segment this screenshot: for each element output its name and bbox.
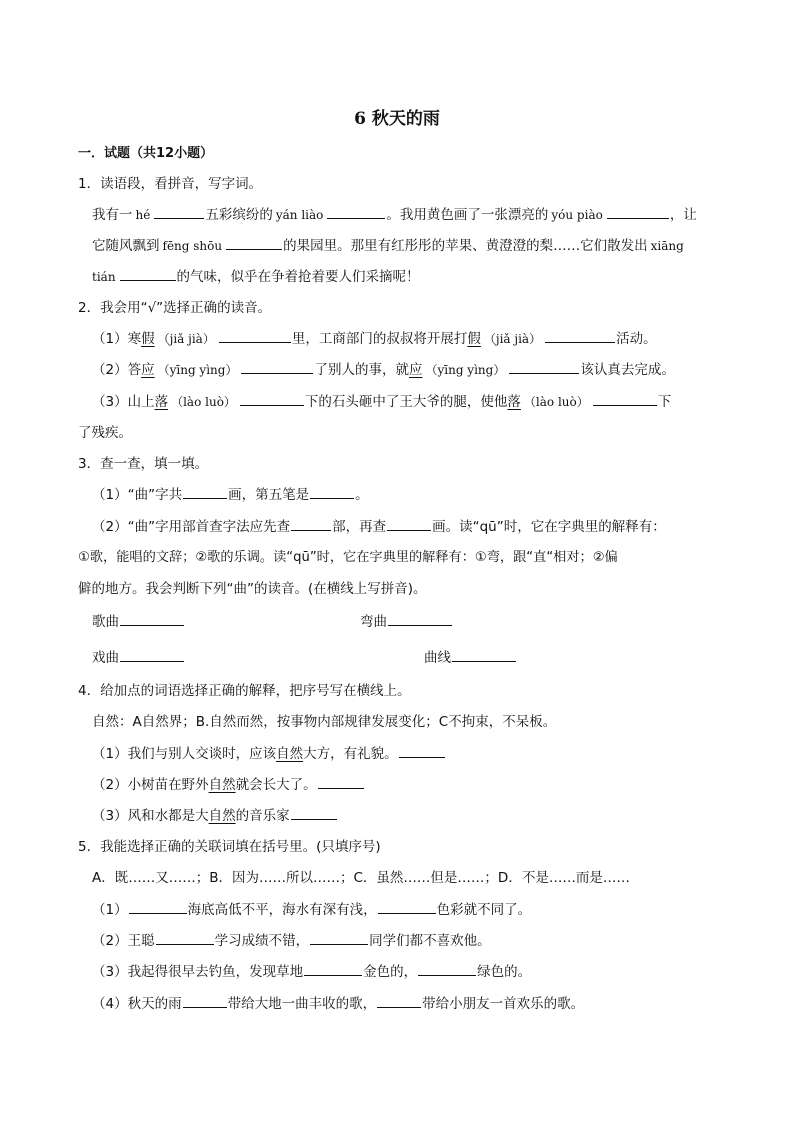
answer-blank[interactable] [378,901,436,914]
answer-blank[interactable] [388,613,452,626]
pinyin: yóu piào [551,208,603,222]
text: 带给小朋友一首欢乐的歌。 [422,996,585,1012]
text: 该认真去完成。 [580,362,675,378]
text: 金色的， [363,964,418,980]
text: 的音乐家 [235,808,290,824]
marked-word: 自然 [208,777,236,793]
text: （2）答 [92,362,142,378]
text: 它随风飘到 [92,238,160,254]
pinyin: tián [92,270,116,284]
text: （2）小树苗在野外 [92,777,209,793]
text: （2）王聪 [92,933,155,949]
marked-char: 落 [154,394,169,410]
pinyin: （lào luò） [523,395,589,409]
q4-stem: 4．给加点的词语选择正确的解释，把序号写在横线上。 [78,683,411,699]
marked-char: 应 [141,362,155,378]
text: ，让 [669,207,697,223]
text: 里，工商部门的叔叔将开展打 [291,331,468,347]
q3-word-wanqu [360,613,453,631]
answer-blank[interactable] [593,393,657,406]
answer-blank[interactable] [377,995,421,1008]
q4-sentence2 [92,776,365,794]
pinyin: （lào luò） [171,395,236,409]
answer-blank[interactable] [156,932,214,945]
answer-blank[interactable] [219,330,291,343]
answer-blank[interactable] [154,206,204,219]
q3-row3: ①歌，能唱的文辞；②歌的乐调。读“qū”时，它在字典里的解释有：①弯，跟“直“相对；②偏 [78,550,618,565]
text: 海底高低不平，海水有深有浅， [187,902,377,918]
answer-blank[interactable] [545,330,615,343]
word: 歌曲 [92,614,119,630]
pinyin: xiāng [650,239,684,253]
answer-blank[interactable] [607,206,669,219]
text: 画。读“qū”时，它在字典里的解释有： [432,519,666,535]
text: 活动。 [616,331,657,347]
pinyin: （jiǎ jià） [157,332,215,346]
text: 我有一 [92,207,133,223]
text: 的果园里。那里有红彤彤的苹果、黄澄澄的梨……它们散发出 [283,238,648,254]
text: 色彩就不同了。 [436,902,532,918]
q5-sentence3 [92,963,531,981]
q3-word-quxian [424,649,517,667]
word: 戏曲 [92,650,119,666]
q1-line2 [92,237,687,255]
q3-word-xiqu [92,649,185,667]
text: 下 [657,394,672,410]
text: （1）我们与别人交谈时，应该 [92,746,277,762]
q3-row4: 僻的地方。我会判断下列“曲”的读音。(在横线上写拼音)。 [78,581,427,597]
answer-blank[interactable] [183,486,227,499]
pinyin: hé [135,208,151,222]
text: 同学们都不喜欢他。 [369,933,491,949]
answer-blank[interactable] [183,995,227,1008]
q5-sentence1 [92,901,531,919]
answer-blank[interactable] [120,649,184,662]
q3-stem: 3．查一查，填一填。 [78,456,209,472]
q2-stem: 2．我会用“√”选择正确的读音。 [78,300,272,316]
text: （3）我起得很早去钓鱼，发现草地 [92,964,304,980]
answer-blank[interactable] [291,518,331,531]
q3-word-gequ [92,613,185,631]
text: 了别人的事，就 [314,362,409,378]
word: 弯曲 [360,614,387,630]
text: （1）“曲”字共 [92,487,183,503]
marked-word: 自然 [276,746,304,762]
q4-sentence1 [92,745,446,763]
text: 带给大地一曲丰收的歌， [227,996,377,1012]
text: （4）秋天的雨 [92,996,182,1012]
q5-options: A．既……又……；B．因为……所以……；C．虽然……但是……；D．不是……而是…… [92,870,630,886]
pinyin: （jiǎ jià） [483,332,542,346]
text: 就会长大了。 [235,777,317,793]
text: （1）寒 [92,331,142,347]
text: 大方，有礼貌。 [303,746,398,762]
q2-row1 [92,330,657,348]
answer-blank[interactable] [318,776,364,789]
marked-char: 落 [507,394,521,410]
marked-char: 应 [408,362,423,378]
text: （1） [92,902,128,918]
section-heading: 一．试题（共12小题） [78,146,214,161]
text: 绿色的。 [477,964,532,980]
answer-blank[interactable] [310,486,354,499]
marked-word: 自然 [208,808,236,824]
answer-blank[interactable] [399,745,445,758]
answer-blank[interactable] [291,807,337,820]
q4-sentence3 [92,807,338,825]
page-title: 6 秋天的雨 [354,109,440,129]
q2-row3 [92,393,671,411]
q1-line3 [92,268,420,286]
answer-blank[interactable] [120,613,184,626]
q3-row1 [92,486,369,504]
answer-blank[interactable] [304,963,362,976]
text: 学习成绩不错， [214,933,310,949]
q4-definition: 自然：A自然界；B.自然而然，按事物内部规律发展变化；C不拘束，不呆板。 [92,714,557,730]
text: 画，第五笔是 [228,487,310,503]
answer-blank[interactable] [129,901,187,914]
pinyin: （yīng yìng） [157,363,238,377]
q2-row2 [92,361,675,379]
answer-blank[interactable] [387,518,431,531]
marked-char: 假 [467,331,481,347]
q1-stem: 1．读语段，看拼音，写字词。 [78,176,263,192]
text: （2）“曲”字用部首查字法应先查 [92,519,291,535]
word: 曲线 [424,650,451,666]
answer-blank[interactable] [241,361,313,374]
q2-row3-cont: 了残疾。 [78,425,132,441]
marked-char: 假 [141,331,155,347]
q5-sentence4 [92,995,584,1013]
text: 下的石头砸中了王大爷的腿，使他 [304,394,508,410]
text: 五彩缤纷的 [205,207,273,223]
answer-blank[interactable] [452,649,516,662]
answer-blank[interactable] [120,268,176,281]
q5-stem: 5．我能选择正确的关联词填在括号里。(只填序号) [78,839,381,855]
answer-blank[interactable] [240,393,304,406]
answer-blank[interactable] [327,206,385,219]
answer-blank[interactable] [310,932,368,945]
pinyin: fēng shōu [162,239,223,253]
pinyin: （yīng yìng） [425,363,506,377]
text: 。 [355,487,369,503]
q1-line1 [92,206,697,224]
answer-blank[interactable] [418,963,476,976]
text: 部，再查 [332,519,387,535]
q5-sentence2 [92,932,491,950]
q3-row2 [92,518,666,536]
text: （3）风和水都是大 [92,808,209,824]
answer-blank[interactable] [226,237,282,250]
answer-blank[interactable] [509,361,579,374]
pinyin: yán liào [275,208,324,222]
text: 的气味，似乎在争着抢着要人们采摘呢！ [176,269,420,285]
text: 。我用黄色画了一张漂亮的 [386,207,549,223]
text: （3）山上 [92,394,155,410]
